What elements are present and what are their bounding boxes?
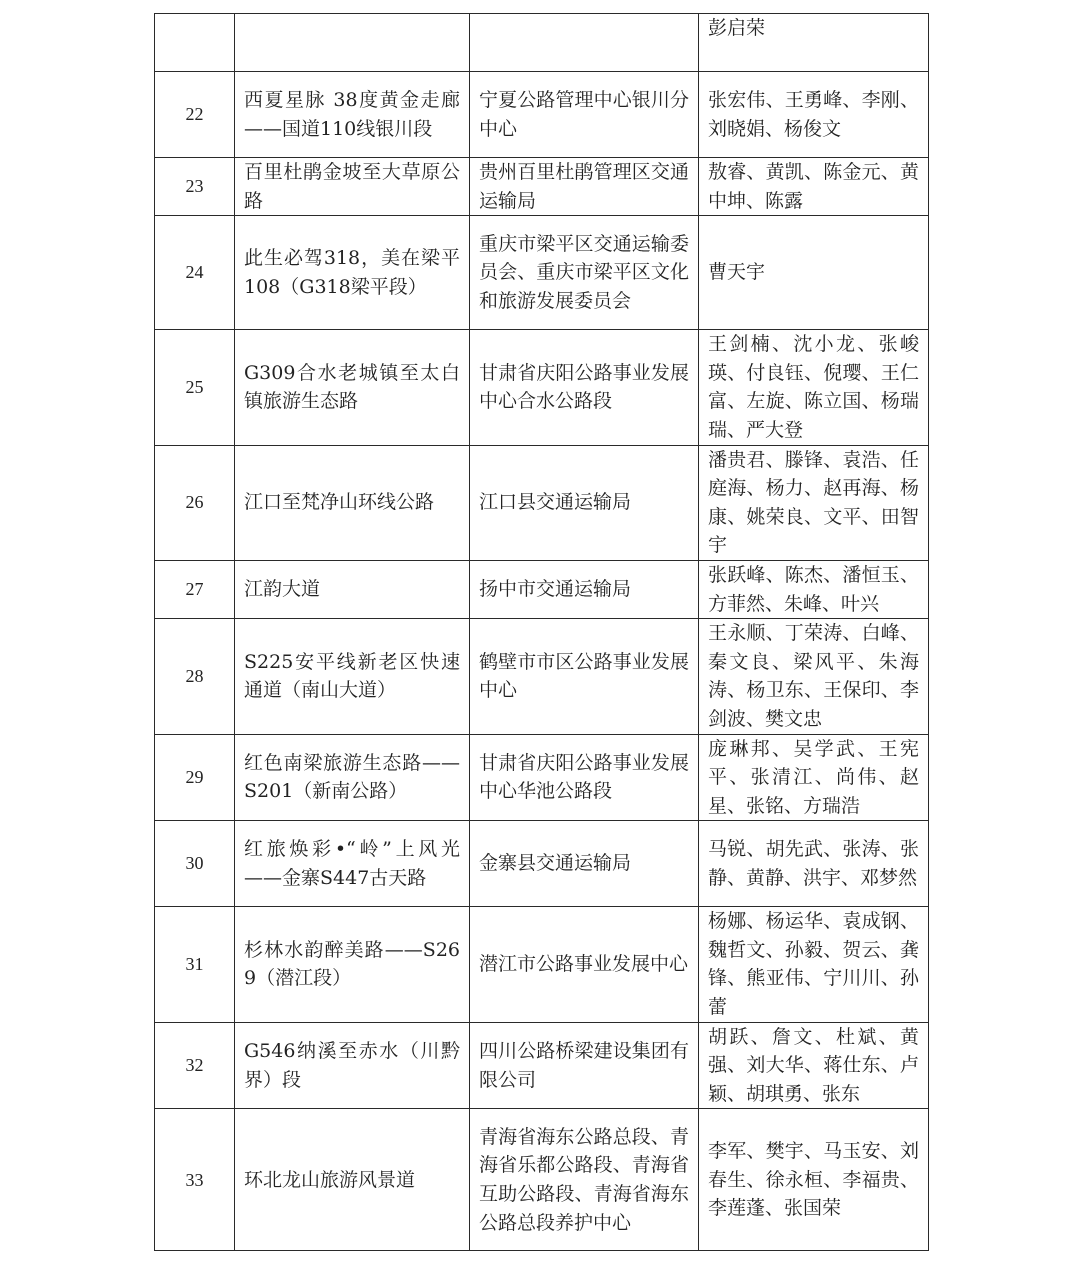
table-row [155,560,929,618]
unit-name [470,14,699,72]
road-name: 环北龙山旅游风景道 [235,1109,470,1251]
road-name: 百里杜鹃金坡至大草原公路 [235,158,470,216]
people-names: 彭启荣 [699,14,929,72]
people-names: 张跃峰、陈杰、潘恒玉、方菲然、朱峰、叶兴 [699,560,929,618]
unit-name: 潜江市公路事业发展中心 [470,907,699,1022]
row-number [155,14,235,72]
unit-name: 鹤壁市市区公路事业发展中心 [470,619,699,734]
unit-name: 扬中市交通运输局 [470,560,699,618]
road-name: 红色南梁旅游生态路——S201（新南公路） [235,734,470,821]
people-names: 曹天宇 [699,216,929,330]
awards-table [154,13,929,1251]
people-names: 庞琳邦、吴学武、王宪平、张清江、尚伟、赵星、张铭、方瑞浩 [699,734,929,821]
table-row [155,72,929,158]
row-number: 24 [155,216,235,330]
unit-name: 宁夏公路管理中心银川分中心 [470,72,699,158]
row-number: 28 [155,619,235,734]
people-names: 李军、樊宇、马玉安、刘春生、徐永桓、李福贵、李莲蓬、张国荣 [699,1109,929,1251]
unit-name: 重庆市梁平区交通运输委员会、重庆市梁平区文化和旅游发展委员会 [470,216,699,330]
table-row [155,445,929,560]
table-row [155,1109,929,1251]
road-name: S225安平线新老区快速通道（南山大道） [235,619,470,734]
unit-name: 四川公路桥梁建设集团有限公司 [470,1022,699,1109]
people-names: 杨娜、杨运华、袁成钢、魏哲文、孙毅、贺云、龚锋、熊亚伟、宁川川、孙蕾 [699,907,929,1022]
row-number: 27 [155,560,235,618]
road-name: G309合水老城镇至太白镇旅游生态路 [235,330,470,445]
unit-name: 甘肃省庆阳公路事业发展中心华池公路段 [470,734,699,821]
row-number: 32 [155,1022,235,1109]
people-names: 王永顺、丁荣涛、白峰、秦文良、梁风平、朱海涛、杨卫东、王保印、李剑波、樊文忠 [699,619,929,734]
row-number: 29 [155,734,235,821]
awards-table-body [155,14,929,1251]
unit-name: 金寨县交通运输局 [470,821,699,907]
road-name: 江韵大道 [235,560,470,618]
people-names: 潘贵君、滕锋、袁浩、任庭海、杨力、赵再海、杨康、姚荣良、文平、田智宇 [699,445,929,560]
table-row [155,158,929,216]
unit-name: 甘肃省庆阳公路事业发展中心合水公路段 [470,330,699,445]
table-row [155,14,929,72]
row-number: 25 [155,330,235,445]
road-name: 江口至梵净山环线公路 [235,445,470,560]
unit-name: 贵州百里杜鹃管理区交通运输局 [470,158,699,216]
people-names: 胡跃、詹文、杜斌、黄强、刘大华、蒋仕东、卢颖、胡琪勇、张东 [699,1022,929,1109]
people-names: 张宏伟、王勇峰、李刚、刘晓娟、杨俊文 [699,72,929,158]
row-number: 23 [155,158,235,216]
row-number: 26 [155,445,235,560]
people-names: 敖睿、黄凯、陈金元、黄中坤、陈露 [699,158,929,216]
row-number: 33 [155,1109,235,1251]
road-name: G546纳溪至赤水（川黔界）段 [235,1022,470,1109]
road-name: 西夏星脉 38度黄金走廊——国道110线银川段 [235,72,470,158]
row-number: 30 [155,821,235,907]
table-row [155,907,929,1022]
table-row [155,619,929,734]
table-row [155,821,929,907]
road-name: 杉林水韵醉美路——S269（潜江段） [235,907,470,1022]
people-names: 王剑楠、沈小龙、张峻瑛、付良钰、倪璎、王仁富、左旋、陈立国、杨瑞瑞、严大登 [699,330,929,445]
unit-name: 青海省海东公路总段、青海省乐都公路段、青海省互助公路段、青海省海东公路总段养护中心 [470,1109,699,1251]
table-row [155,734,929,821]
row-number: 31 [155,907,235,1022]
road-name: 此生必驾318，美在梁平108（G318梁平段） [235,216,470,330]
road-name [235,14,470,72]
table-row [155,330,929,445]
row-number: 22 [155,72,235,158]
table-row [155,216,929,330]
unit-name: 江口县交通运输局 [470,445,699,560]
road-name: 红旅焕彩•“岭”上风光——金寨S447古天路 [235,821,470,907]
table-row [155,1022,929,1109]
people-names: 马锐、胡先武、张涛、张静、黄静、洪宇、邓梦然 [699,821,929,907]
